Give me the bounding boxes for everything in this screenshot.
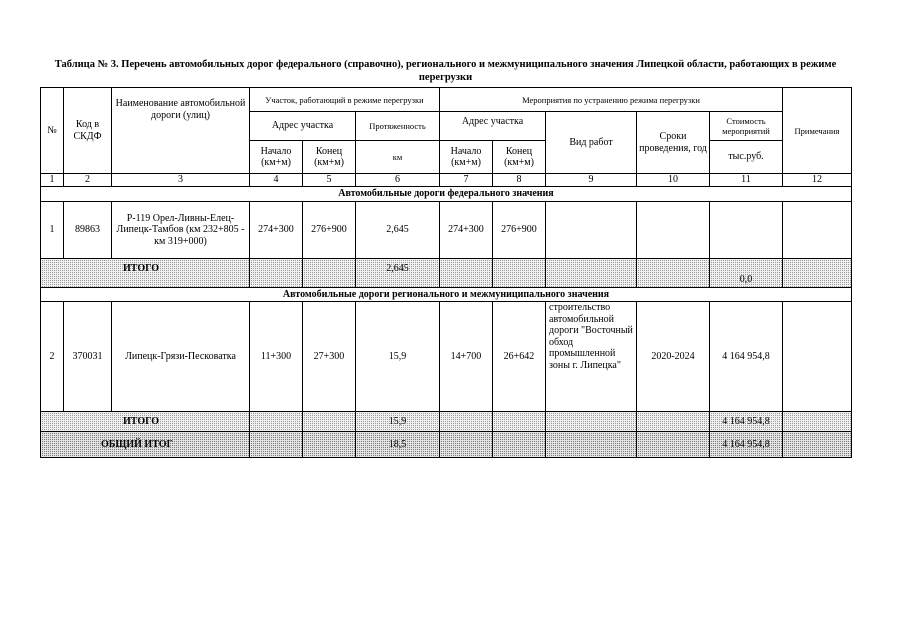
total-label-federal: ИТОГО <box>41 259 250 288</box>
cell-road-name: Р-119 Орел-Ливны-Елец-Липецк-Тамбов (км 232+805 - км 319+000) <box>112 202 250 259</box>
header-end-2: Конец (км+м) <box>493 141 546 174</box>
total-empty-cell <box>637 259 710 288</box>
header-notes: Примечания <box>783 88 852 174</box>
header-km: км <box>356 141 440 174</box>
total-empty-cell <box>250 259 303 288</box>
grand-total-row <box>41 432 852 458</box>
total-empty-cell <box>303 259 356 288</box>
total-empty-cell <box>546 259 637 288</box>
section-row-regional <box>41 288 852 302</box>
total-empty-cell <box>440 259 493 288</box>
cell-num: 2 <box>41 302 64 412</box>
cell-start: 274+300 <box>250 202 303 259</box>
table-row <box>41 202 852 259</box>
col-number: 1 <box>41 174 64 187</box>
header-section-group: Участок, работающий в режиме перегрузки <box>250 88 440 112</box>
header-work-type: Вид работ <box>546 112 637 174</box>
table-row <box>41 302 852 412</box>
col-number: 7 <box>440 174 493 187</box>
total-empty-cell <box>440 432 493 458</box>
cell-notes <box>783 202 852 259</box>
cell-start: 11+300 <box>250 302 303 412</box>
total-empty-cell <box>783 259 852 288</box>
header-code: Код в СКДФ <box>64 88 112 174</box>
col-number: 10 <box>637 174 710 187</box>
header-address: Адрес участка <box>250 112 356 141</box>
total-empty-cell <box>303 432 356 458</box>
section-row-federal <box>41 187 852 202</box>
header-num: № <box>41 88 64 174</box>
cell-work: строительство автомобильной дороги "Восточный обход промышленной зоны г. Липецка" <box>546 302 637 412</box>
cell-code: 89863 <box>64 202 112 259</box>
total-empty-cell <box>303 412 356 432</box>
cell-road-name: Липецк-Грязи-Песковатка <box>112 302 250 412</box>
cell-end-2: 276+900 <box>493 202 546 259</box>
cell-notes <box>783 302 852 412</box>
total-length-federal: 2,645 <box>356 259 440 288</box>
col-number: 9 <box>546 174 637 187</box>
section-title-regional: Автомобильные дороги регионального и межмуниципального значения <box>41 288 852 302</box>
header-end: Конец (км+м) <box>303 141 356 174</box>
total-empty-cell <box>250 432 303 458</box>
cell-start-2: 274+300 <box>440 202 493 259</box>
cell-end-2: 26+642 <box>493 302 546 412</box>
total-empty-cell <box>546 432 637 458</box>
cell-terms <box>637 202 710 259</box>
grand-total-label: ОБЩИЙ ИТОГ <box>41 432 250 458</box>
cell-work <box>546 202 637 259</box>
column-numbers-row <box>41 174 852 187</box>
total-empty-cell <box>783 432 852 458</box>
table-title: Таблица № 3. Перечень автомобильных дорог федерального (справочно), регионального и межмуниципального значения Липецкой области, работающих в режиме перегрузки <box>54 59 837 83</box>
grand-total-length: 18,5 <box>356 432 440 458</box>
total-empty-cell <box>637 412 710 432</box>
cell-start-2: 14+700 <box>440 302 493 412</box>
total-empty-cell <box>637 432 710 458</box>
header-cost-unit: тыс.руб. <box>710 141 783 174</box>
total-empty-cell <box>440 412 493 432</box>
col-number: 3 <box>112 174 250 187</box>
cell-end: 27+300 <box>303 302 356 412</box>
total-label-regional: ИТОГО <box>41 412 250 432</box>
total-row-regional <box>41 412 852 432</box>
col-number: 12 <box>783 174 852 187</box>
total-length-regional: 15,9 <box>356 412 440 432</box>
total-empty-cell <box>493 432 546 458</box>
total-empty-cell <box>250 412 303 432</box>
total-cost-federal: 0,0 <box>710 259 783 288</box>
cell-cost <box>710 202 783 259</box>
cell-length: 2,645 <box>356 202 440 259</box>
header-address-2: Адрес участка <box>440 112 546 141</box>
total-empty-cell <box>783 412 852 432</box>
header-start-2: Начало (км+м) <box>440 141 493 174</box>
cell-code: 370031 <box>64 302 112 412</box>
total-row-federal <box>41 259 852 288</box>
overloaded-roads-table <box>40 87 852 458</box>
header-road-name: Наименование автомобильной дороги (улиц) <box>112 88 250 174</box>
cell-length: 15,9 <box>356 302 440 412</box>
total-cost-regional: 4 164 954,8 <box>710 412 783 432</box>
grand-total-cost: 4 164 954,8 <box>710 432 783 458</box>
col-number: 6 <box>356 174 440 187</box>
col-number: 2 <box>64 174 112 187</box>
header-terms: Сроки проведения, год <box>637 112 710 174</box>
cell-num: 1 <box>41 202 64 259</box>
cell-cost: 4 164 954,8 <box>710 302 783 412</box>
col-number: 8 <box>493 174 546 187</box>
cell-end: 276+900 <box>303 202 356 259</box>
cell-terms: 2020-2024 <box>637 302 710 412</box>
total-empty-cell <box>493 412 546 432</box>
col-number: 11 <box>710 174 783 187</box>
header-row-1 <box>41 88 852 112</box>
header-cost: Стоимость мероприятий <box>710 112 783 141</box>
col-number: 5 <box>303 174 356 187</box>
header-measures-group: Мероприятия по устранению режима перегрузки <box>440 88 783 112</box>
header-length: Протяженность <box>356 112 440 141</box>
total-empty-cell <box>493 259 546 288</box>
col-number: 4 <box>250 174 303 187</box>
header-start: Начало (км+м) <box>250 141 303 174</box>
total-empty-cell <box>546 412 637 432</box>
section-title-federal: Автомобильные дороги федерального значения <box>41 187 852 202</box>
